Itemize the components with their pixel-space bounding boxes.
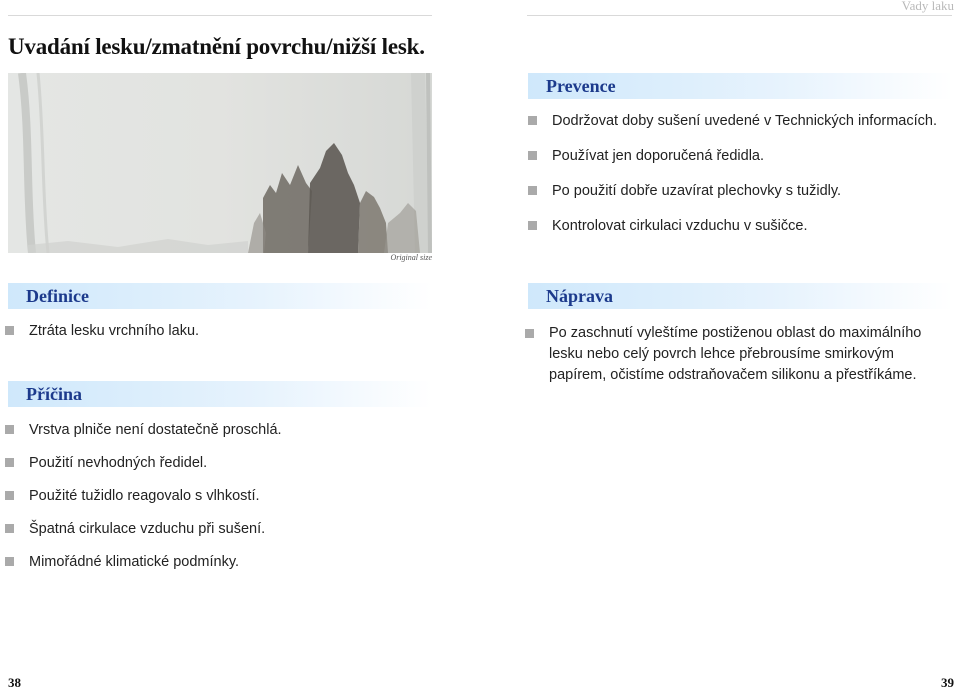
list-item: Dodržovat doby sušení uvedené v Technických informacích. xyxy=(528,111,953,131)
section-label: Vady laku xyxy=(901,0,954,13)
naprava-heading: Náprava xyxy=(528,283,953,309)
header-rule-left xyxy=(8,15,432,16)
defect-photo xyxy=(8,73,432,253)
bullet-icon xyxy=(5,458,14,467)
bullet-icon xyxy=(528,151,537,160)
naprava-text: Po zaschnutí vyleštíme postiženou oblast do maximálního lesku nebo celý povrch lehce přebrousíme smirkovým papírem, očistíme odstraňovačem silikonu a přestříkáme. xyxy=(549,323,953,386)
list-item: Špatná cirkulace vzduchu při sušení. xyxy=(5,519,432,539)
list-item: Po použití dobře uzavírat plechovky s tužidly. xyxy=(528,181,953,201)
prevence-list xyxy=(528,111,953,236)
bullet-icon xyxy=(525,329,534,338)
header-rule-right xyxy=(527,15,952,16)
list-item: Ztráta lesku vrchního laku. xyxy=(5,321,432,341)
page-number-right: 39 xyxy=(941,675,954,690)
list-item: Mimořádné klimatické podmínky. xyxy=(5,552,432,572)
bullet-icon xyxy=(5,425,14,434)
pricina-list xyxy=(5,420,432,572)
list-item: Vrstva plniče není dostatečně proschlá. xyxy=(5,420,432,440)
pricina-heading: Příčina xyxy=(8,381,432,407)
definice-heading: Definice xyxy=(8,283,432,309)
bullet-icon xyxy=(5,326,14,335)
list-item: Používat jen doporučená ředidla. xyxy=(528,146,953,166)
bullet-icon xyxy=(5,557,14,566)
definice-list xyxy=(5,321,432,341)
prevence-heading: Prevence xyxy=(528,73,953,99)
page-title: Uvadání lesku/zmatnění povrchu/nižší lesk. xyxy=(8,34,425,59)
list-item: Použití nevhodných ředidel. xyxy=(5,453,432,473)
bullet-icon xyxy=(528,221,537,230)
bullet-icon xyxy=(528,186,537,195)
bullet-icon xyxy=(5,491,14,500)
bullet-icon xyxy=(5,524,14,533)
photo-caption: Original size xyxy=(390,253,432,262)
page-number-left: 38 xyxy=(8,675,21,690)
list-item: Kontrolovat cirkulaci vzduchu v sušičce. xyxy=(528,216,953,236)
bullet-icon xyxy=(528,116,537,125)
list-item: Použité tužidlo reagovalo s vlhkostí. xyxy=(5,486,432,506)
